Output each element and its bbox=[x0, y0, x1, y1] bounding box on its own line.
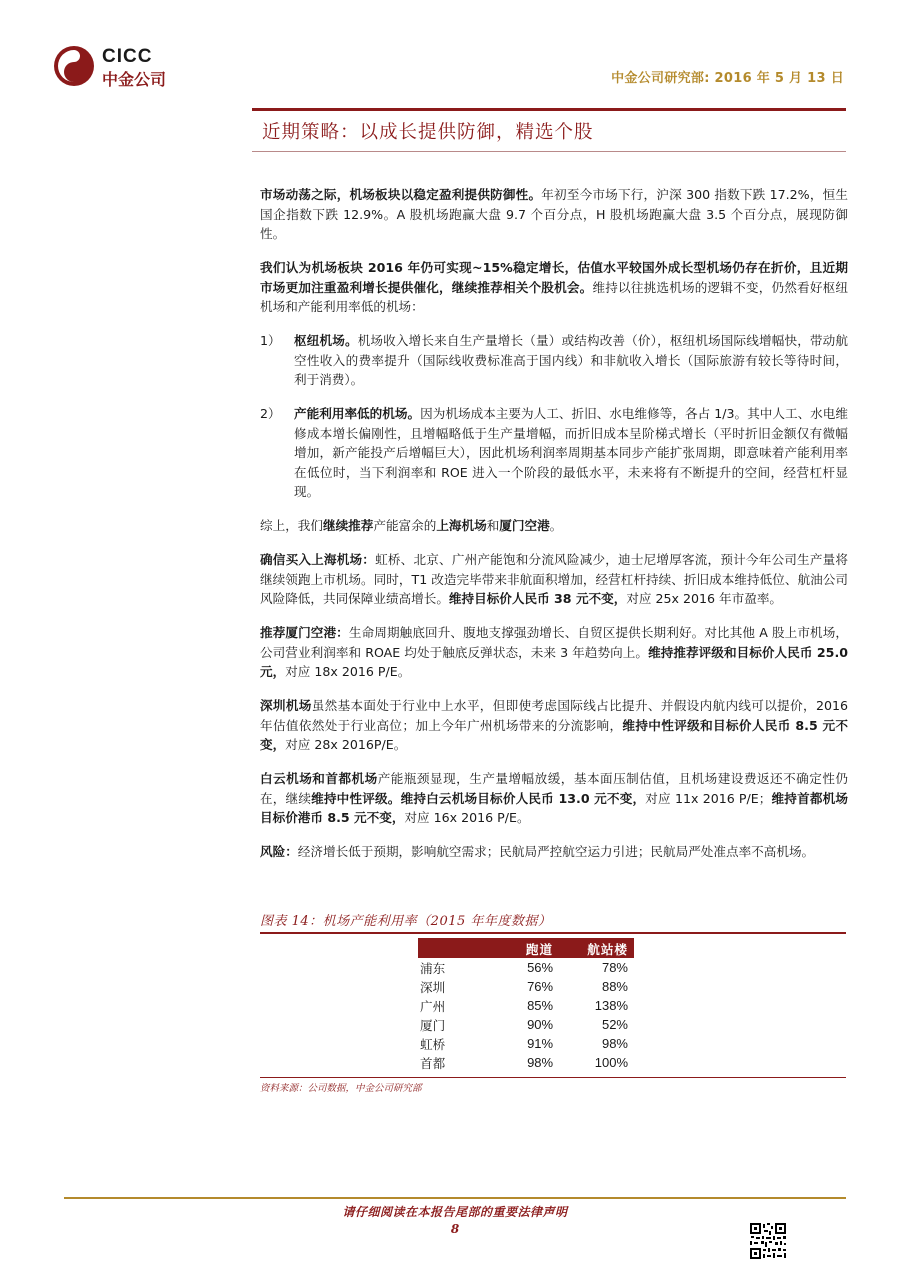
figure-title: 图表 14：机场产能利用率（2015 年年度数据） bbox=[260, 914, 552, 929]
paragraph-lead: 风险： bbox=[260, 844, 298, 859]
paragraph-text: 对应 16x 2016 P/E。 bbox=[404, 810, 530, 825]
paragraph-lead: 市场动荡之际，机场板块以稳定盈利提供防御性。 bbox=[260, 187, 542, 202]
list-number: 2） bbox=[260, 406, 281, 421]
figure-top-rule bbox=[260, 932, 846, 934]
terminal-value: 78% bbox=[601, 960, 628, 975]
list-text bbox=[294, 331, 848, 390]
page-number: 8 bbox=[450, 1222, 460, 1236]
runway-value: 76% bbox=[527, 979, 554, 994]
legal-notice: 请仔细阅读在本报告尾部的重要法律声明 bbox=[342, 1205, 568, 1219]
terminal-value: 98% bbox=[601, 1036, 628, 1051]
paragraph-shenzhen bbox=[260, 696, 848, 755]
report-date-header: 中金公司研究部: 2016 年 5 月 13 日 bbox=[611, 71, 844, 86]
paragraph-market bbox=[260, 185, 848, 244]
table-header-cell: 航站楼 bbox=[559, 938, 634, 958]
paragraph-shanghai bbox=[260, 550, 848, 609]
section-title: 近期策略：以成长提供防御，精选个股 bbox=[262, 122, 594, 143]
runway-value: 91% bbox=[527, 1036, 554, 1051]
list-body: 机场收入增长来自生产量增长（量）或结构改善（价），枢纽机场国际线增幅快，带动航空性收入的费率提升（国际线收费标准高于国内线）和非航收入增长（国际旅游有较长等待时间，利于消费）。 bbox=[294, 333, 848, 387]
text: 综上，我们 bbox=[260, 518, 323, 533]
figure-source: 资料来源：公司数据，中金公司研究部 bbox=[260, 1083, 422, 1094]
paragraph-lead: 深圳机场 bbox=[260, 698, 312, 713]
cicc-logo-icon bbox=[52, 44, 96, 88]
table-header-cell bbox=[418, 938, 506, 958]
list-number: 1） bbox=[260, 333, 281, 348]
list-lead: 枢纽机场。 bbox=[294, 333, 358, 348]
paragraph-text: 维持以往挑选机场的逻辑不变，仍然看好枢纽机场和产能利用率低的机场： bbox=[260, 279, 849, 314]
paragraph-baiyun-capital bbox=[260, 769, 848, 828]
paragraph-text: 生命周期触底回升、腹地支撑强劲增长、自贸区提供长期利好。对比其他 A 股上市机场，公司营业利润率和 ROAE 均处于触底反弹状态，未来 3 年趋势向上。 bbox=[260, 625, 849, 660]
terminal-value: 52% bbox=[601, 1017, 628, 1032]
airport-name: 虹桥 bbox=[420, 1037, 446, 1052]
paragraph-lead: 我们认为机场板块 2016 年仍可实现~15%稳定增长，估值水平较国外成长型机场仍存在折价，且近期市场更加注重盈利增长提供催化，继续推荐相关个股机会。 bbox=[260, 260, 848, 295]
paragraph-text: 产能瓶颈显现，生产量增幅放缓，基本面压制估值，且机场建设费返还不确定性仍在，继续 bbox=[260, 771, 849, 806]
terminal-value: 138% bbox=[594, 998, 628, 1013]
table-row bbox=[418, 1015, 634, 1034]
paragraph-text: 年初至今市场下行，沪深 300 指数下跌 17.2%，恒生国企指数下跌 12.9%。A 股机场跑赢大盘 9.7 个百分点，H 股机场跑赢大盘 3.5 个百分点，展现防御性。 bbox=[260, 187, 849, 241]
table-row bbox=[418, 996, 634, 1015]
target-price: 维持中性评级和目标价人民币 8.5 元不变， bbox=[260, 717, 848, 752]
paragraph-text: 虹桥、北京、广州产能饱和分流风险减少，迪士尼增厚客流，预计今年公司生产量将继续领跑上市机场。同时，T1 改造完毕带来非航面积增加，经营杠杆持续、折旧成本维持低位、航油公司风险降低，共同保障业绩高增长。 bbox=[260, 552, 849, 606]
paragraph-text: 对应 25x 2016 年市盈率。 bbox=[626, 591, 783, 606]
runway-value: 98% bbox=[527, 1055, 554, 1070]
paragraph-text: 对应 28x 2016P/E。 bbox=[285, 737, 407, 752]
footer-divider bbox=[64, 1197, 846, 1199]
list-item bbox=[260, 331, 848, 390]
table-row bbox=[418, 977, 634, 996]
paragraph-risk bbox=[260, 842, 848, 862]
logo-text-en: CICC bbox=[102, 46, 153, 67]
text-bold: 上海机场 bbox=[436, 518, 487, 533]
paragraph-text: 经济增长低于预期，影响航空需求；民航局严控航空运力引进；民航局严处准点率不高机场。 bbox=[297, 844, 815, 859]
table-header-cell: 跑道 bbox=[506, 938, 559, 958]
airport-name: 广州 bbox=[420, 999, 446, 1014]
target-price: 维持中性评级。维持白云机场目标价人民币 13.0 元不变， bbox=[311, 790, 646, 806]
list-body: 因为机场成本主要为人工、折旧、水电维修等，各占 1/3。其中人工、水电维修成本增长偏刚性，且增幅略低于生产量增幅，而折旧成本呈阶梯式增长（平时折旧金额仅有微幅增加，新产能投产后增幅巨大），因此机场利润率周期基本同步产能扩张周期，即意味着产能利用率在低位时，当下利润率和 ROE 进入一个阶段的最低水平，未来将有不断提升的空间，经营杠杆显现。 bbox=[294, 406, 848, 499]
airport-name: 深圳 bbox=[420, 980, 446, 995]
paragraph-text: 对应 18x 2016 P/E。 bbox=[285, 664, 411, 679]
cicc-logo bbox=[52, 44, 182, 90]
runway-value: 56% bbox=[527, 960, 554, 975]
table-row bbox=[418, 958, 634, 977]
header-divider bbox=[252, 108, 846, 111]
text-bold: 继续推荐 bbox=[322, 518, 374, 533]
airport-name: 浦东 bbox=[420, 961, 446, 976]
airport-name: 首都 bbox=[420, 1056, 446, 1071]
list-lead: 产能利用率低的机场。 bbox=[294, 406, 421, 421]
logo-text-cn: 中金公司 bbox=[102, 70, 167, 89]
section-divider bbox=[252, 151, 846, 152]
capacity-utilization-table bbox=[418, 938, 634, 1072]
text: 。 bbox=[549, 518, 563, 533]
text: 产能富余的 bbox=[373, 518, 437, 533]
paragraph-text: 对应 11x 2016 P/E； bbox=[645, 790, 772, 806]
list-item bbox=[260, 404, 848, 502]
table-row bbox=[418, 1034, 634, 1053]
paragraph-lead: 推荐厦门空港： bbox=[260, 625, 349, 640]
airport-name: 厦门 bbox=[420, 1018, 446, 1033]
qr-code-icon bbox=[749, 1222, 787, 1260]
report-body bbox=[260, 185, 848, 876]
paragraph-lead: 白云机场和首都机场 bbox=[260, 771, 378, 786]
paragraph-xiamen bbox=[260, 623, 848, 682]
paragraph-text: 虽然基本面处于行业中上水平，但即使考虑国际线占比提升、并假设内航内线可以提价，2016 年估值依然处于行业高位；加上今年广州机场带来的分流影响， bbox=[260, 698, 848, 733]
terminal-value: 88% bbox=[601, 979, 628, 994]
paragraph-outlook bbox=[260, 258, 848, 317]
target-price: 维持目标价人民币 38 元不变， bbox=[448, 591, 627, 606]
paragraph-lead: 确信买入上海机场： bbox=[260, 552, 376, 567]
paragraph-summary bbox=[260, 516, 848, 536]
table-row bbox=[418, 1053, 634, 1072]
target-price: 维持首都机场目标价港币 8.5 元不变， bbox=[260, 790, 849, 825]
runway-value: 90% bbox=[527, 1017, 554, 1032]
text: 和 bbox=[486, 518, 500, 533]
figure-bottom-rule bbox=[260, 1077, 846, 1078]
table-header-row bbox=[418, 938, 634, 958]
text-bold: 厦门空港 bbox=[499, 518, 550, 533]
list-text bbox=[294, 404, 848, 502]
terminal-value: 100% bbox=[594, 1055, 628, 1070]
target-price: 维持推荐评级和目标价人民币 25.0 元， bbox=[260, 644, 848, 679]
runway-value: 85% bbox=[527, 998, 554, 1013]
